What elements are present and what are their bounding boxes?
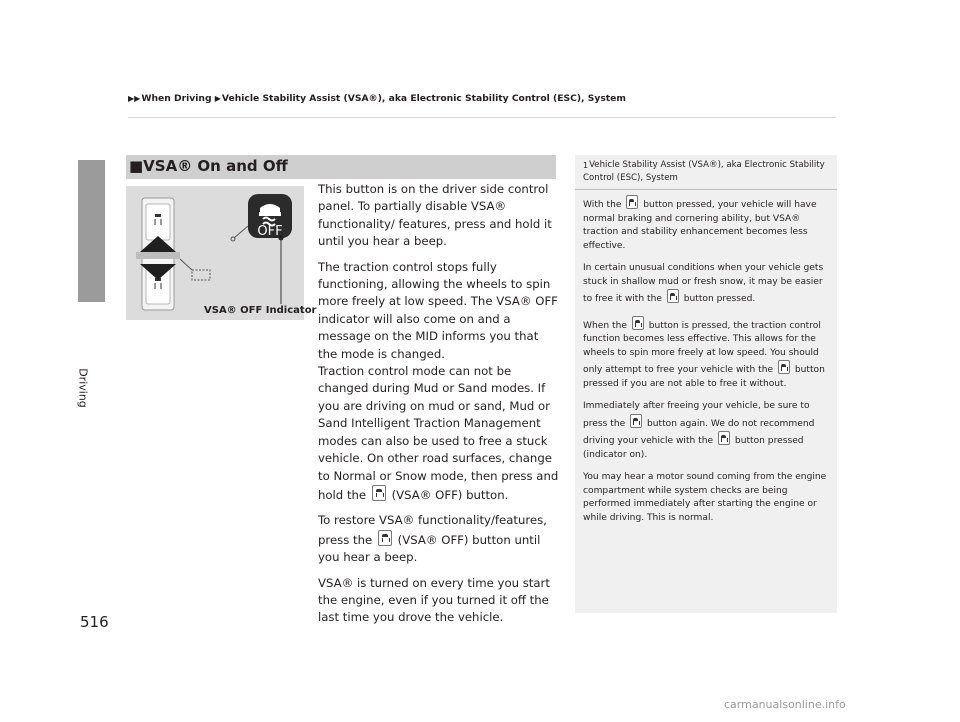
paragraph: This button is on the driver side control panel. To partially disable VSA® functionality/ features, press and hold it until you hear a beep. (318, 182, 552, 249)
note-text: button again. We do not recommend driving your vehicle with the (583, 418, 815, 446)
paragraph-text: (VSA® OFF) button until you hear a beep. (318, 532, 541, 565)
paragraph: The traction control stops fully functioning, allowing the wheels to spin more freely at low speed. The VSA® OFF indicator will also come on and a message on the MID informs you that the mode is changed. (318, 259, 558, 361)
note-text: button pressed, your vehicle will have normal braking and cornering ability, but VSA® traction and stability enhancement becomes less effective. (583, 200, 817, 251)
note-text: button pressed. (683, 294, 756, 304)
note-text: In certain unusual conditions when your vehicle gets stuck in shallow mud or fresh snow, it may be easier to free it with the (583, 263, 824, 304)
note-text: Immediately after freeing your vehicle, be sure to press the (583, 401, 810, 429)
note-text: button is pressed, the traction control function becomes less effective. This allows for the wheels to spin more freely at low speed. You should only attempt to free your vehicle with the (583, 320, 821, 375)
paragraph-text: Traction control mode can not be changed during Mud or Sand modes. If you are driving on mud or sand, Mud or Sand Intelligent Traction Management modes can also be used to free a stuck vehicle. On other road surfaces, change to Normal or Snow mode, then press and hold the (318, 364, 559, 502)
section-title: ■VSA® On and Off (129, 157, 288, 175)
chapter-tab (78, 160, 105, 302)
paragraph (318, 512, 560, 566)
note-paragraph (583, 316, 829, 392)
note-paragraph: You may hear a motor sound coming from the engine compartment while system checks are being performed immediately after starting the engine or while driving. This is normal. (583, 472, 827, 523)
sidebar-title-text: Vehicle Stability Assist (VSA®), aka Electronic Stability Control (ESC), System (583, 160, 825, 183)
off-indicator-text: OFF (257, 224, 283, 239)
breadcrumb-arrow-icon: ▶▶ (128, 94, 141, 103)
vsa-button-illustration (126, 186, 317, 320)
vsa-off-button-icon (718, 431, 730, 445)
vsa-off-indicator-label: VSA® OFF Indicator (204, 305, 317, 316)
breadcrumb-item: Vehicle Stability Assist (VSA®), aka Electronic Stability Control (ESC), System (221, 93, 626, 104)
note-paragraph (583, 195, 829, 253)
vsa-off-button-icon (626, 195, 638, 209)
header-rule (128, 117, 836, 118)
paragraph-text: (VSA® OFF) button. (391, 487, 509, 502)
breadcrumb-item: When Driving (141, 93, 212, 104)
vsa-off-button-icon (372, 485, 386, 501)
reference-number: 1 (583, 161, 589, 170)
breadcrumb-arrow-icon: ▶ (214, 94, 221, 103)
sidebar-body (575, 190, 837, 525)
paragraph: VSA® is turned on every time you start the engine, even if you turned it off the last time you drove the vehicle. (318, 575, 550, 625)
note-paragraph (583, 400, 829, 462)
section-heading-bar (126, 155, 556, 179)
note-text: button pressed if you are not able to free it without. (583, 365, 825, 389)
vsa-off-button-icon (632, 316, 644, 330)
sidebar-title (575, 155, 837, 190)
main-body-text (318, 181, 560, 635)
vsa-off-button-icon (378, 530, 392, 546)
paragraph-text: To restore VSA® functionality/features, press the (318, 513, 547, 547)
note-text: When the (583, 320, 627, 331)
note-text: With the (583, 200, 622, 210)
breadcrumb (128, 93, 626, 104)
note-paragraph (583, 262, 829, 307)
vsa-off-button-icon (630, 414, 642, 428)
sidebar-notes (575, 155, 837, 613)
watermark[interactable]: carmanualsonline.info (724, 698, 846, 711)
illustration-graphic (126, 186, 304, 320)
vsa-off-button-icon (667, 289, 679, 303)
page-number: 516 (80, 613, 109, 631)
note-text: button pressed (indicator on). (583, 436, 804, 460)
paragraph (318, 363, 560, 504)
vsa-off-button-icon (778, 360, 790, 374)
chapter-label: Driving (76, 368, 90, 408)
